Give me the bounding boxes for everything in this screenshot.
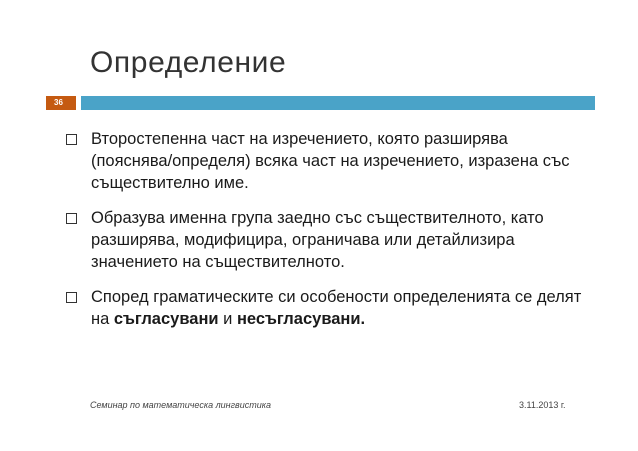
square-bullet-icon [66, 134, 77, 145]
square-bullet-icon [66, 292, 77, 303]
bullet-text: Образува именна група заедно със съществителното, като разширява, модифицира, ограничава или детайлизира значението на съществителното. [91, 209, 544, 271]
slide-number: 36 [46, 96, 76, 110]
footer-seminar-title: Семинар по математическа лингвистика [90, 400, 272, 410]
bullet-text-end: . [360, 310, 366, 328]
bullet-text-middle: и [218, 310, 237, 328]
bullet-item [66, 286, 586, 330]
slide-title: Определение [90, 46, 287, 79]
bullet-text: Второстепенна част на изречението, която разширява (пояснява/определя) всяка част на изречението, изразена със съществително име. [91, 130, 570, 192]
bold-term-nonagreed: несъгласувани [236, 310, 361, 328]
title-underline-bar [81, 96, 595, 110]
bullet-item [66, 128, 586, 194]
footer-date: 3.11.2013 г. [519, 400, 566, 410]
bullet-text-start: Според граматическите си особености определенията се делят на [91, 288, 582, 328]
bullet-list [66, 128, 586, 343]
bold-term-agreed: съгласувани [113, 310, 219, 328]
square-bullet-icon [66, 213, 77, 224]
bullet-item [66, 207, 586, 273]
